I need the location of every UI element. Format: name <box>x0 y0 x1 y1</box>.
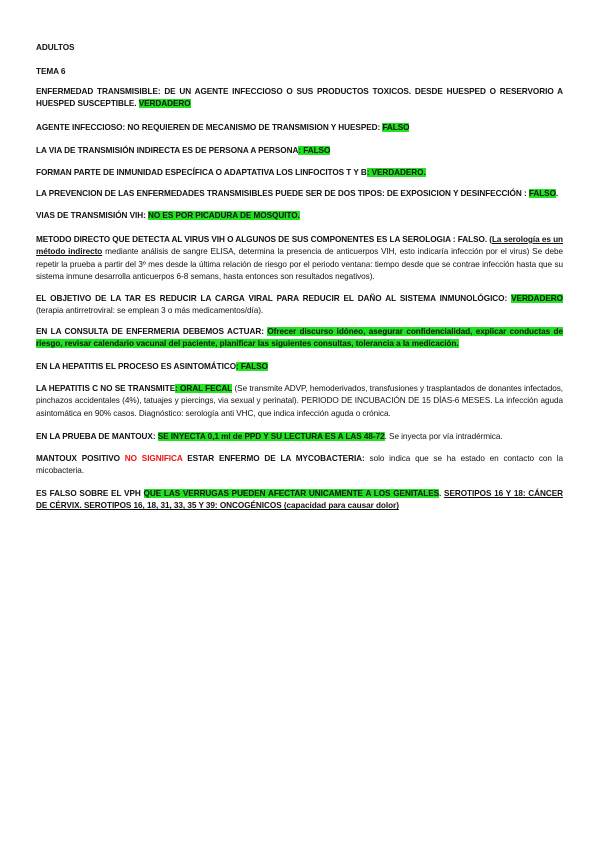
item-9-answer: Ofrecer discurso idóneo, asegurar confidencialidad, explicar conductas de riesgo, revisar calendario vacunal del paciente, planificar las siguientes consultas, tolerancia a la medicación. <box>36 327 563 349</box>
item-3-answer: : FALSO <box>298 146 331 155</box>
item-11-explanation: (Se transmite ADVP, hemoderivados, transfusiones y trasplantados de donantes infectados, pinchazos accidentales (4%), tatuajes y piercings, via sexual y perinatal). PERIODO DE INCUBACIÓN DE 15 DÍAS-6 MESES. La infección aguda asintomática en 90% casos. Diagnóstico: serología anti VHC, que indica infección aguda o crónica. <box>36 384 564 418</box>
item-10-answer: : FALSO <box>236 362 268 371</box>
item-5 <box>36 188 563 200</box>
item-4 <box>36 167 563 179</box>
document-heading: ADULTOS <box>36 43 75 52</box>
item-5-tail: . <box>555 189 559 198</box>
item-1-question: ENFERMEDAD TRANSMISIBLE: DE UN AGENTE INFECCIOSO O SUS PRODUCTOS TOXICOS. DESDE HUESPED O RESERVORIO A HUESPED SUSCEPTIBLE. <box>36 87 563 109</box>
item-3-question: LA VIA DE TRANSMISIÓN INDIRECTA ES DE PERSONA A PERSONA <box>36 146 299 155</box>
item-13-question: MANTOUX POSITIVO <box>36 454 125 463</box>
item-7 <box>36 234 563 283</box>
item-5-question: LA PREVENCION DE LAS ENFERMEDADES TRANSMISIBLES PUEDE SER DE DOS TIPOS: DE EXPOSICION Y DESINFECCIÓN : <box>36 189 529 198</box>
item-10-question: EN LA HEPATITIS EL PROCESO ES ASINTOMÁTICO <box>36 362 237 371</box>
item-9-question: EN LA CONSULTA DE ENFERMERIA DEBEMOS ACTUAR: <box>36 327 268 336</box>
item-7-underlined: La serología es un método indirecto <box>36 235 563 257</box>
item-1-answer: VERDADERO <box>138 99 191 109</box>
item-13-emphasis: NO SIGNIFICA <box>124 454 183 463</box>
item-12-question: EN LA PRUEBA DE MANTOUX: <box>36 432 158 441</box>
item-11-question: LA HEPATITIS C NO SE TRANSMITE <box>36 384 176 393</box>
item-12 <box>36 431 563 443</box>
item-6-answer: NO ES POR PICADURA DE MOSQUITO. <box>148 211 300 220</box>
item-13-explanation: solo indica que se ha estado en contacto con la micobacteria. <box>36 454 564 476</box>
item-3 <box>36 145 563 157</box>
item-7-explanation: mediante análisis de sangre ELISA, determina la presencia de anticuerpos VIH, esto indicaría infección por el virus) Se debe repetir la prueba a partir del 3º mes desde la última relación de riesgo por el periodo ventana: tiempo desde que se contrae infección hasta que su sistema inmune desarrolla anticuerpos 6-8 semans, hasta entonces son resultados negativos). <box>36 247 563 281</box>
item-2 <box>36 122 563 134</box>
topic-title: TEMA 6 <box>36 67 66 76</box>
item-5-answer: FALSO <box>528 189 556 198</box>
item-6-question: VIAS DE TRANSMISIÓN VIH: <box>36 211 149 220</box>
item-14-serotypes: SEROTIPOS 16 Y 18: CÁNCER DE CÉRVIX. SEROTIPOS 16, 18, 31, 33, 35 Y 39: ONCOGÉNICOS (capacidad para causar dolor) <box>36 489 564 511</box>
item-14 <box>36 488 563 513</box>
item-4-question: FORMAN PARTE DE INMUNIDAD ESPECÍFICA O ADAPTATIVA LOS LINFOCITOS T Y B <box>36 168 367 177</box>
item-14-answer: QUE LAS VERRUGAS PUEDEN AFECTAR UNICAMENTE A LOS GENITALES <box>143 489 440 498</box>
item-12-explanation: . Se inyecta por vía intradérmica. <box>384 432 503 441</box>
item-11-answer: : ORAL FECAL <box>175 384 233 393</box>
item-13 <box>36 453 563 478</box>
item-8-question: EL OBJETIVO DE LA TAR ES REDUCIR LA CARGA VIRAL PARA REDUCIR EL DAÑO AL SISTEMA INMUNOLÓGICO: <box>36 294 512 303</box>
item-8-answer: VERDADERO <box>511 294 563 303</box>
item-11 <box>36 383 563 420</box>
item-14-question: ES FALSO SOBRE EL VPH <box>36 489 144 498</box>
item-13-question-cont: ESTAR ENFERMO DE LA MYCOBACTERIA: <box>182 454 365 463</box>
item-8 <box>36 293 563 318</box>
item-8-explanation: (terapia antirretroviral: se emplean 3 o más medicamentos/día). <box>36 306 264 316</box>
item-14-separator: . <box>439 489 445 498</box>
item-1 <box>36 86 563 111</box>
item-7-question: METODO DIRECTO QUE DETECTA AL VIRUS VIH O ALGUNOS DE SUS COMPONENTES ES LA SEROLOGIA : FALSO. ( <box>36 235 492 244</box>
item-4-answer: : VERDADERO. <box>366 168 426 177</box>
item-2-question: AGENTE INFECCIOSO: NO REQUIEREN DE MECANISMO DE TRANSMISION Y HUESPED: <box>36 123 383 132</box>
item-2-answer: FALSO <box>382 123 410 132</box>
item-10 <box>36 361 563 373</box>
item-6 <box>36 210 563 222</box>
item-9 <box>36 326 563 351</box>
item-12-answer: SE INYECTA 0,1 ml de PPD Y SU LECTURA ES A LAS 48-72 <box>157 432 385 441</box>
